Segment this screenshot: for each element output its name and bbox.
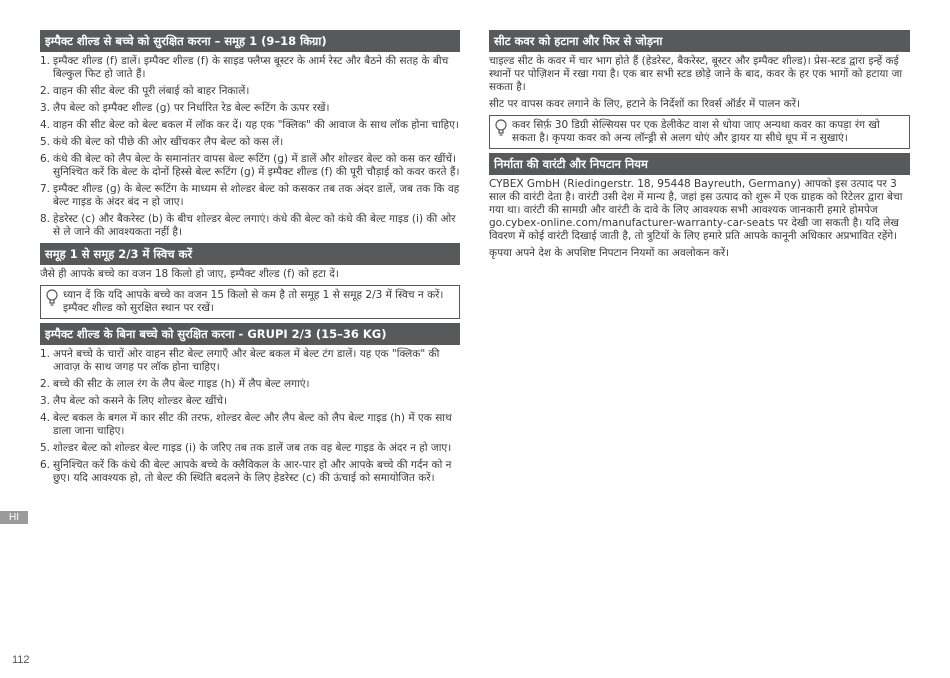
step-text: अपने बच्चे के चारों ओर वाहन सीट बेल्ट लगाएँ और बेल्ट बकल में बेल्ट टंग डालें। यह एक "क्लिक" की आवाज़ के साथ जगह पर लॉक होना चाहिए।	[53, 348, 440, 373]
group23-steps-list	[40, 348, 460, 485]
step-number: 3.	[40, 102, 51, 114]
cover-wash-note-text: कवर सिर्फ़ 30 डिग्री सेल्सियस पर एक डेलीकेट वाश से धोया जाए अन्यथा कवर का कपड़ा रंग खो सकता है। कृपया कवर को अन्य लॉन्ड्री से अलग धोएं और ड्रायर या सीधे धूप में न सुखाएं।	[512, 119, 880, 144]
step-item	[40, 183, 460, 209]
cover-paragraph-1: चाइल्ड सीट के कवर में चार भाग होते हैं (हेडरेस्ट, बैकरेस्ट, बूस्टर और इम्पैक्ट शील्ड)। प्रेस-स्टड द्वारा इन्हें कई स्थानों पर पोज़िशन में रखा गया है। एक बार सभी स्टड छोड़े जाने के बाद, कवर के हर एक भागों को हटाया जा सकता है।	[489, 55, 903, 93]
step-text: लैप बेल्ट को इम्पैक्ट शील्ड (g) पर निर्धारित रेड बेल्ट रूटिंग के ऊपर रखें।	[53, 102, 330, 114]
section-heading-cover: सीट कवर को हटाना और फिर से जोड़ना	[489, 30, 910, 52]
step-text: वाहन की सीट बेल्ट की पूरी लंबाई को बाहर निकालें।	[53, 85, 250, 97]
step-number: 3.	[40, 395, 51, 407]
left-column	[40, 30, 460, 489]
section-heading-group1: इम्पैक्ट शील्ड से बच्चे को सुरक्षित करना – समूह 1 (9–18 किग्रा)	[40, 30, 460, 52]
step-text: वाहन की सीट बेल्ट को बेल्ट बकल में लॉक कर दें। यह एक "क्लिक" की आवाज के साथ लॉक होना चाहिए।	[53, 119, 459, 131]
step-number: 2.	[40, 378, 51, 390]
step-number: 5.	[40, 136, 51, 148]
right-column	[489, 30, 910, 264]
switch-note-text: ध्यान दें कि यदि आपके बच्चे का वजन 15 किलो से कम है तो समूह 1 से समूह 2/3 में स्विच न करें। इम्पैक्ट शील्ड को सुरक्षित स्थान पर रखें।	[63, 289, 444, 314]
section-heading-group23: इम्पैक्ट शील्ड के बिना बच्चे को सुरक्षित करना - GRUPI 2/3 (15–36 KG)	[40, 323, 460, 345]
step-item	[40, 442, 460, 455]
step-number: 1.	[40, 348, 51, 360]
step-item	[40, 412, 460, 438]
step-text: कंधे की बेल्ट को लैप बेल्ट के समानांतर वापस बेल्ट रूटिंग (g) में डालें और शोल्डर बेल्ट को कस कर खींचें। सुनिश्चित करें कि बेल्ट के दोनों हिस्से बेल्ट रूटिंग (g) में इम्पैक्ट शील्ड (f) की पूरी चौड़ाई को कवर करते हैं।	[53, 153, 460, 178]
disposal-paragraph: कृपया अपने देश के अपशिष्ट निपटान नियमों का अवलोकन करें।	[489, 247, 730, 259]
step-item	[40, 459, 460, 485]
step-number: 2.	[40, 85, 51, 97]
step-number: 5.	[40, 442, 51, 454]
language-tab: HI	[0, 511, 28, 524]
step-number: 6.	[40, 153, 51, 165]
step-text: इम्पैक्ट शील्ड (f) डालें। इम्पैक्ट शील्ड (f) के साइड फ्लैप्स बूस्टर के आर्म रेस्ट और बैठने की सतह के बीच बिल्कुल फिट हो जाते हैं।	[53, 55, 449, 80]
section-heading-switch: समूह 1 से समूह 2/3 में स्विच करें	[40, 243, 460, 265]
step-item	[40, 119, 460, 132]
step-text: इम्पैक्ट शील्ड (g) के बेल्ट रूटिंग के माध्यम से शोल्डर बेल्ट को कसकर तब तक अंदर डालें, जब तक कि वह बेल्ट गाइड के अंदर बंद न हो जाए।	[53, 183, 460, 208]
step-text: सुनिश्चित करें कि कंधे की बेल्ट आपके बच्चे के क्लैविकल के आर-पार हो और आपके बच्चे की गर्दन को न छुए। यदि आवश्यक हो, तो बेल्ट की स्थिति बदलने के लिए हेडरेस्ट (c) की ऊंचाई को समायोजित करें।	[53, 459, 452, 484]
step-text: बेल्ट बकल के बगल में कार सीट की तरफ, शोल्डर बेल्ट और लैप बेल्ट को लैप बेल्ट गाइड (h) में एक साथ डाला जाना चाहिए।	[53, 412, 452, 437]
step-item	[40, 348, 460, 374]
step-item	[40, 85, 460, 98]
step-item	[40, 55, 460, 81]
step-text: बच्चे की सीट के लाल रंग के लैप बेल्ट गाइड (h) में लैप बेल्ट लगाएं।	[53, 378, 310, 390]
step-number: 7.	[40, 183, 51, 195]
step-number: 6.	[40, 459, 51, 471]
step-item	[40, 102, 460, 115]
lightbulb-icon	[45, 289, 59, 307]
section-heading-warranty: निर्माता की वारंटी और निपटान नियम	[489, 153, 910, 175]
step-item	[40, 136, 460, 149]
step-item	[40, 395, 460, 408]
page-number: 112	[12, 654, 30, 666]
step-number: 4.	[40, 119, 51, 131]
lightbulb-icon	[494, 119, 508, 137]
switch-paragraph: जैसे ही आपके बच्चे का वजन 18 किलो हो जाए, इम्पैक्ट शील्ड (f) को हटा दें।	[40, 268, 339, 280]
step-number: 4.	[40, 412, 51, 424]
step-number: 1.	[40, 55, 51, 67]
step-text: लैप बेल्ट को कसने के लिए शोल्डर बेल्ट खींचे।	[53, 395, 227, 407]
step-item	[40, 213, 460, 239]
cover-paragraph-2: सीट पर वापस कवर लगाने के लिए, हटाने के निर्देशों का रिवर्स ऑर्डर में पालन करें।	[489, 98, 800, 110]
step-item	[40, 378, 460, 391]
step-number: 8.	[40, 213, 51, 225]
step-text: कंधे की बेल्ट को पीछे की ओर खींचकर लैप बेल्ट को कस लें।	[53, 136, 284, 148]
cover-wash-note	[489, 115, 910, 149]
warranty-paragraph: CYBEX GmbH (Riedingerstr. 18, 95448 Bayreuth, Germany) आपको इस उत्पाद पर 3 साल की वारंटी देता है। वारंटी उसी देश में मान्य है, जहां इस उत्पाद को शुरू में एक ग्राहक को रिटेलर द्वारा बेचा गया था। वारंटी की सामग्री और वारंटी के दावे के लिए आवश्यक सभी आवश्यक जानकारी हमारे होमपेज go.cybex-online.com/manufacturer-warranty-car-seats पर देखी जा सकती है। यदि लेख विवरण में कोई वारंटी दिखाई जाती है, तो त्रुटियों के लिए हमारे प्रति आपके कानूनी अधिकार अप्रभावित रहेंगे।	[489, 178, 903, 242]
step-text: शोल्डर बेल्ट को शोल्डर बेल्ट गाइड (i) के जरिए तब तक डालें जब तक वह बेल्ट गाइड के अंदर न हो जाए।	[53, 442, 452, 454]
step-text: हेडरेस्ट (c) और बैकरेस्ट (b) के बीच शोल्डर बेल्ट लगाएं। कंधे की बेल्ट को कंधे की बेल्ट गाइड (i) की ओर से ले जाने की आवश्यकता नहीं है।	[53, 213, 456, 238]
step-item	[40, 153, 460, 179]
group1-steps-list	[40, 55, 460, 239]
switch-note	[40, 285, 460, 319]
